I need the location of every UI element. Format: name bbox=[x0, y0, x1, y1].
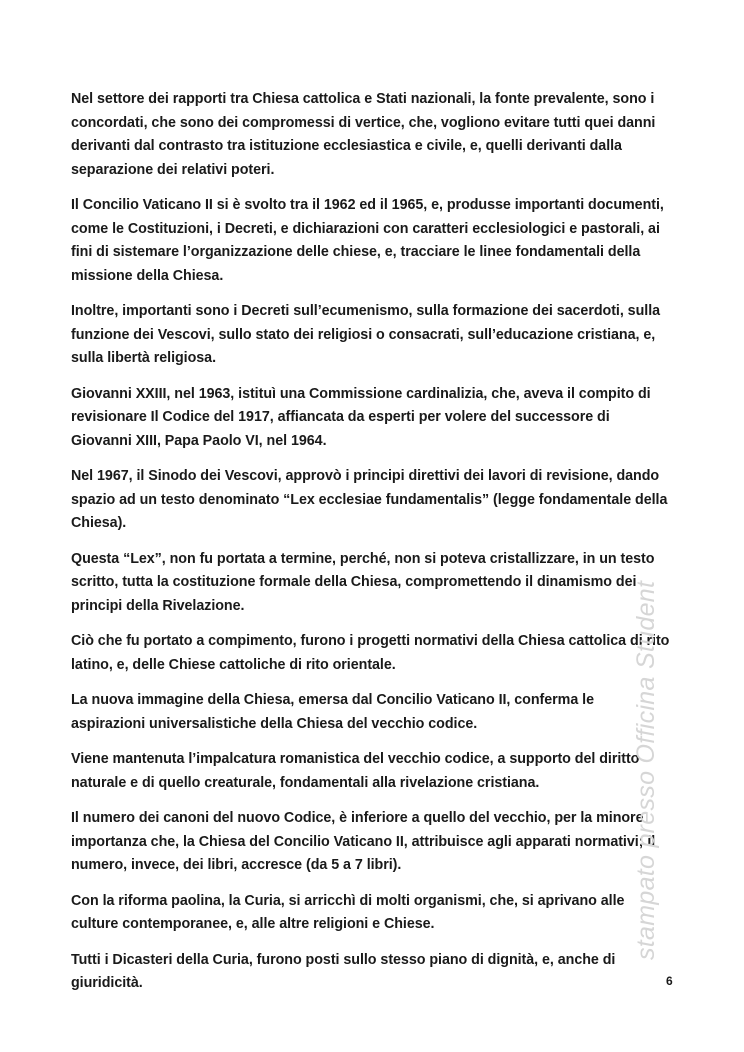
paragraph-impalcatura: Viene mantenuta l’impalcatura romanistica del vecchio codice, a supporto del diritto naturale e di quello creaturale, fondamentali alla rivelazione cristiana. bbox=[71, 751, 640, 791]
paragraph-sinodo: Nel 1967, il Sinodo dei Vescovi, approvò i principi direttivi dei lavori di revisione, dando spazio ad un testo denominato “Lex ecclesiae fundamentalis” (legge fondamentale della Chiesa). bbox=[71, 468, 668, 531]
paragraph-decreti: Inoltre, importanti sono i Decreti sull’ecumenismo, sulla formazione dei sacerdoti, sulla funzione dei Vescovi, sullo stato dei religiosi o consacrati, sull’educazione cristiana, e, sulla libertà religiosa. bbox=[71, 303, 661, 366]
paragraph-progetti-normativi: Ciò che fu portato a compimento, furono i progetti normativi della Chiesa cattolica di rito latino, e, delle Chiese cattoliche di rito orientale. bbox=[71, 633, 670, 673]
print-watermark: stampato presso Officina Student bbox=[632, 580, 660, 960]
paragraph-lex: Questa “Lex”, non fu portata a termine, perché, non si poteva cristallizzare, in un testo scritto, tutta la costituzione formale della Chiesa, compromettendo il dinamismo dei principi della Rivelazione. bbox=[71, 550, 655, 614]
paragraph-numero-canoni: Il numero dei canoni del nuovo Codice, è inferiore a quello del vecchio, per la minore importanza che, la Chiesa del Concilio Vaticano II, attribuisce agli apparati normativi; il numero, invece, dei libri, accresce (da 5 a 7 libri). bbox=[71, 810, 656, 873]
paragraph-concilio-vaticano: Il Concilio Vaticano II si è svolto tra il 1962 ed il 1965, e, produsse importanti documenti, come le Costituzioni, i Decreti, e dichiarazioni con caratteri ecclesiologici e pastorali, ai fini di sistemare l’organizzazione delle chiese, e, tracciare le linee fondamentali della missione della Chiesa. bbox=[71, 197, 664, 284]
paragraph-giovanni-xxiii: Giovanni XXIII, nel 1963, istituì una Commissione cardinalizia, che, aveva il compito di revisionare Il Codice del 1917, affiancata da esperti per volere del successore di Giovanni XIII, Papa Paolo VI, nel 1964. bbox=[71, 385, 651, 449]
paragraph-concordati: Nel settore dei rapporti tra Chiesa cattolica e Stati nazionali, la fonte prevalente, sono i concordati, che sono dei compromessi di vertice, che, vogliono evitare tutti quei danni derivanti dal contrasto tra istituzione ecclesiastica e civile, e, quelli derivanti dalla separazione dei relativi poteri. bbox=[71, 91, 656, 178]
paragraph-dicasteri: Tutti i Dicasteri della Curia, furono posti sullo stesso piano di dignità, e, anche di giuridicità. bbox=[71, 951, 616, 991]
paragraph-riforma-paolina: Con la riforma paolina, la Curia, si arricchì di molti organismi, che, si aprivano alle culture contemporanee, e, alle altre religioni e Chiese. bbox=[71, 892, 625, 932]
paragraph-nuova-immagine: La nuova immagine della Chiesa, emersa dal Concilio Vaticano II, conferma le aspirazioni universalistiche della Chiesa del vecchio codice. bbox=[71, 692, 594, 732]
page-number: 6 bbox=[666, 974, 673, 988]
page-body-text bbox=[71, 88, 671, 1008]
